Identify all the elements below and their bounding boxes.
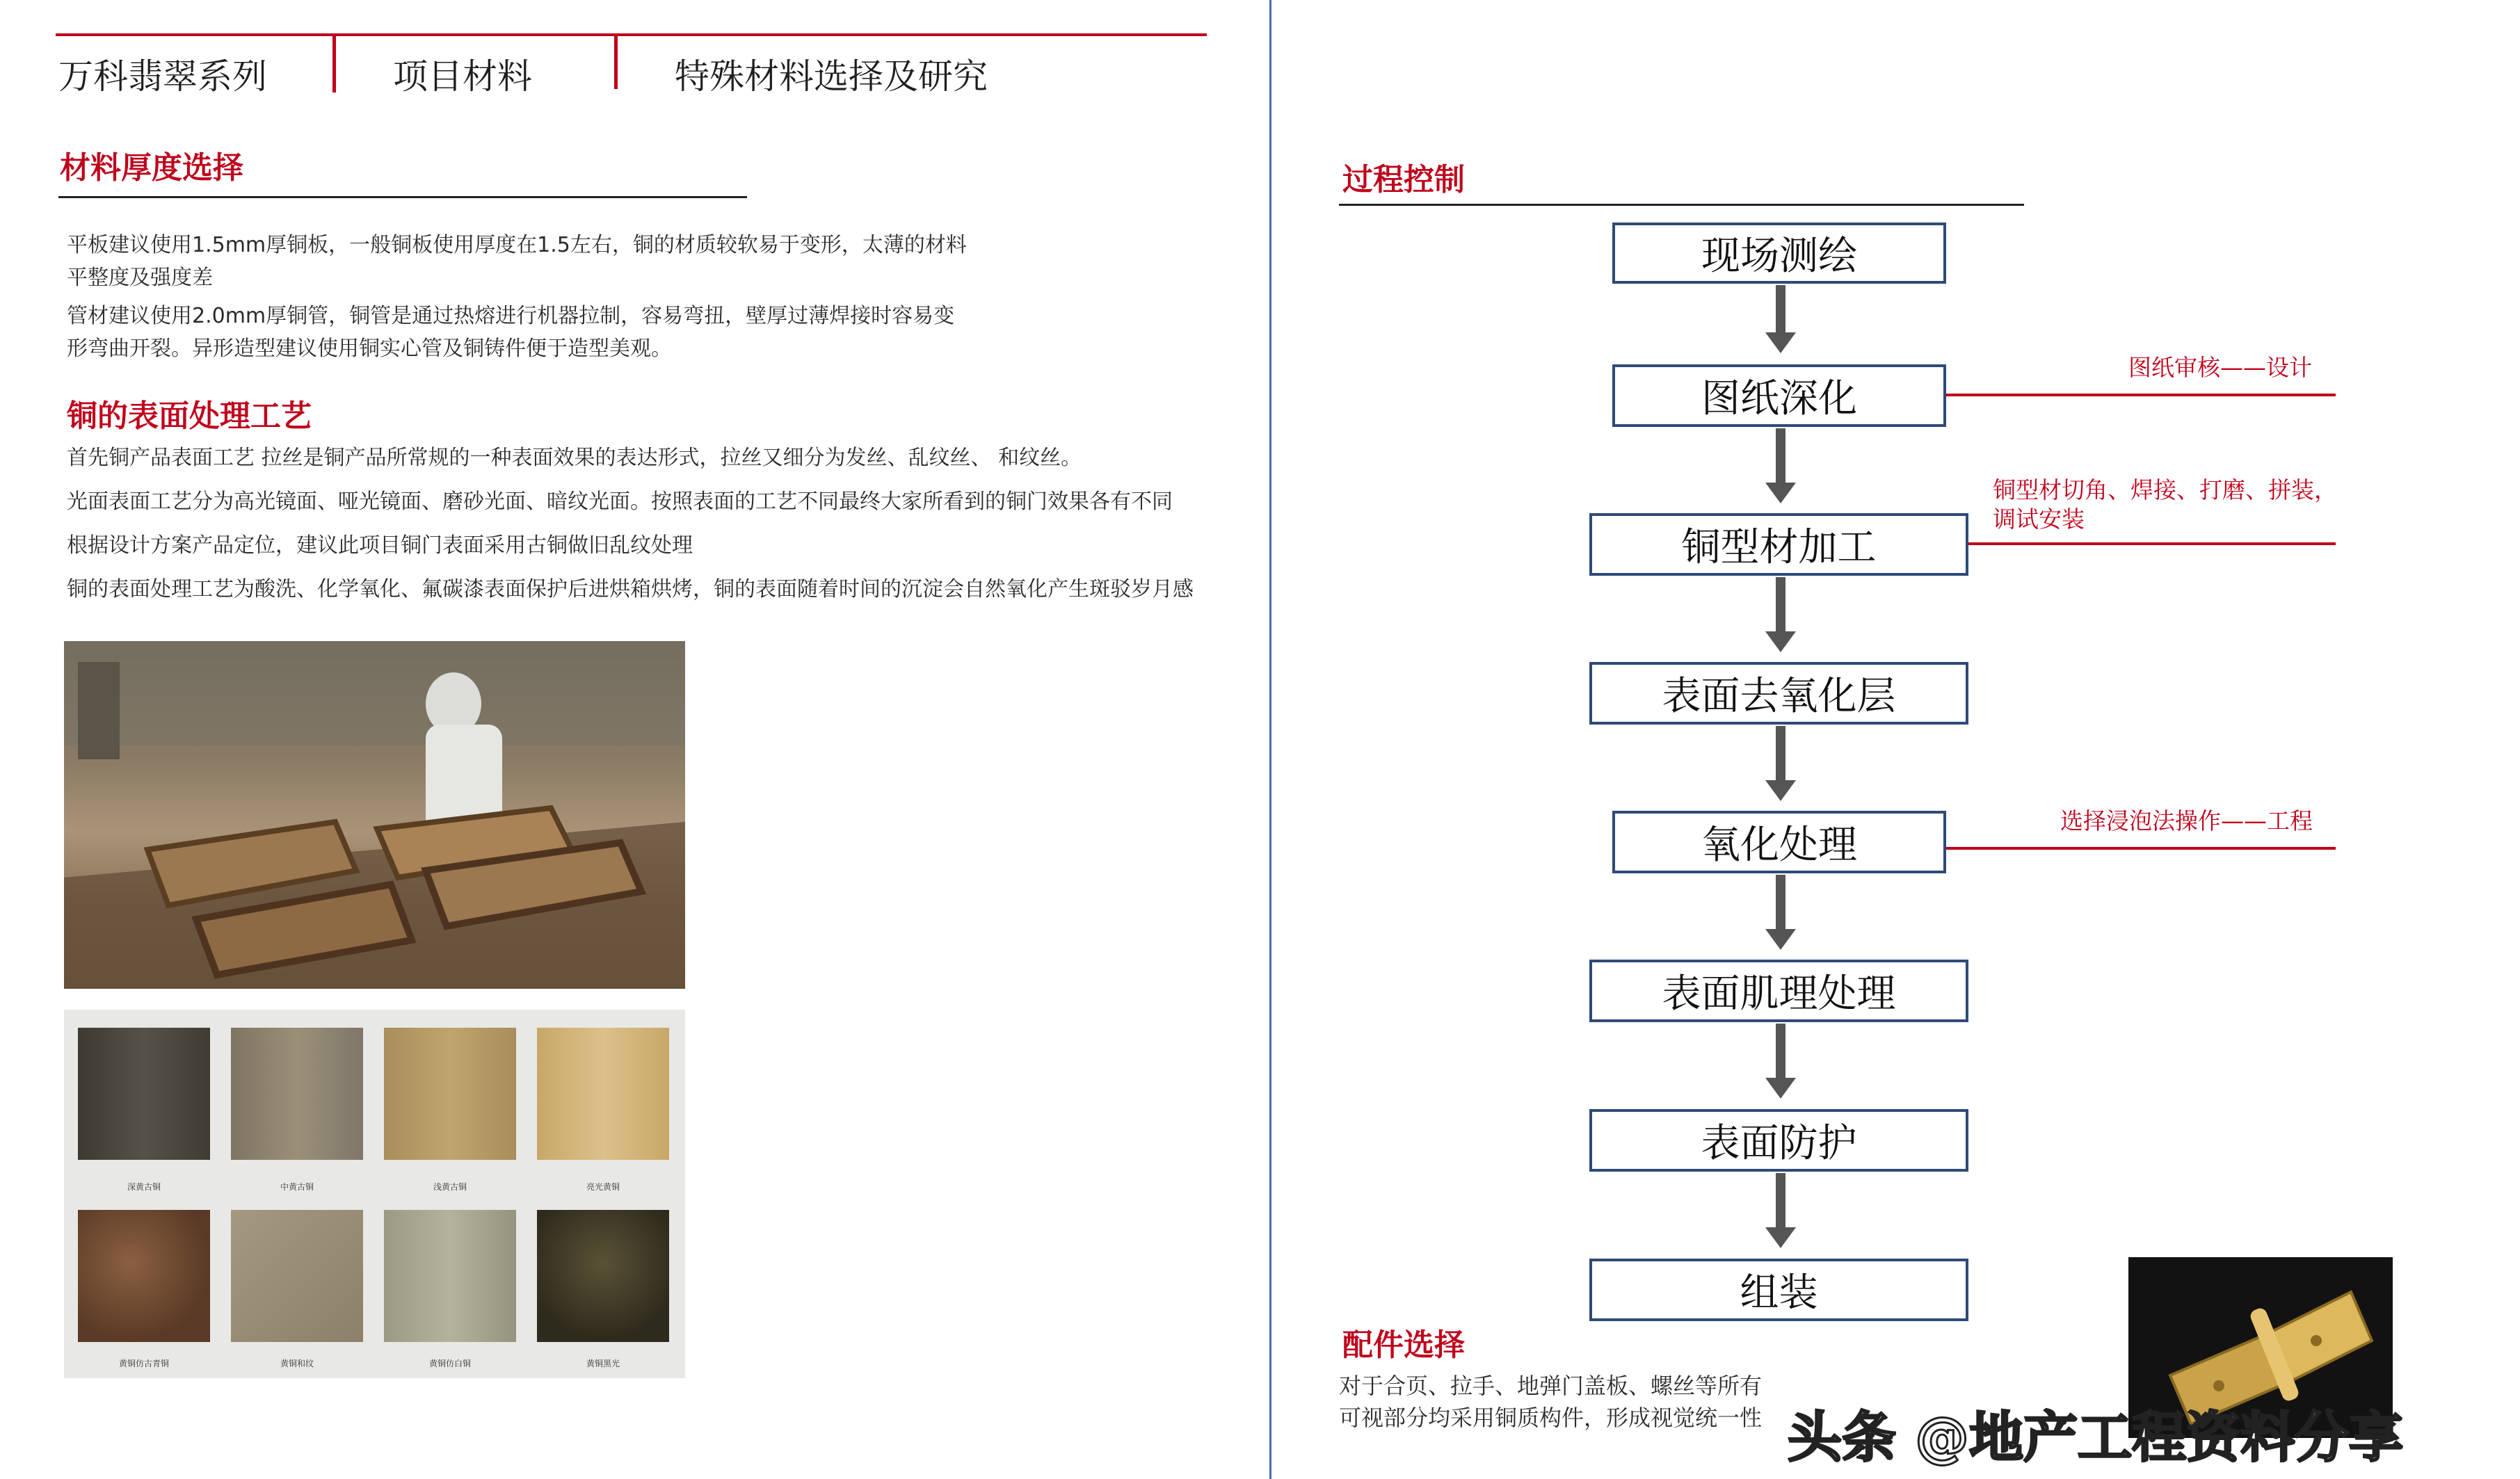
section-title-process: 过程控制 xyxy=(1342,162,1465,197)
flow-arrowhead-7 xyxy=(1765,1227,1796,1248)
section-title-thickness: 材料厚度选择 xyxy=(60,150,243,186)
header-divider-1 xyxy=(332,33,336,92)
swatch-label-4: 亮光黄铜 xyxy=(586,1182,620,1192)
flow-step-7: 表面防护 xyxy=(1589,1109,1968,1172)
swatch-7 xyxy=(384,1210,516,1342)
header-tab-materials: 项目材料 xyxy=(393,56,532,97)
thickness-line-3: 管材建议使用2.0mm厚铜管，铜管是通过热熔进行机器拉制，容易弯扭，壁厚过薄焊接时容易变 xyxy=(67,304,955,328)
flow-arrow-7 xyxy=(1776,1173,1785,1227)
thickness-line-4: 形弯曲开裂。异形造型建议使用铜实心管及铜铸件便于造型美观。 xyxy=(67,337,672,361)
swatch-4 xyxy=(537,1028,669,1160)
annotation-fabrication-2: 调试安装 xyxy=(1993,506,2085,533)
annotation-immersion: 选择浸泡法操作——工程 xyxy=(2060,807,2313,834)
swatch-2 xyxy=(231,1028,363,1160)
header-tab-series: 万科翡翠系列 xyxy=(58,56,267,97)
flow-arrow-6 xyxy=(1776,1024,1785,1078)
flow-arrowhead-4 xyxy=(1765,780,1796,801)
surface-line-4: 铜的表面处理工艺为酸洗、化学氧化、氟碳漆表面保护后进烘箱烘烤，铜的表面随着时间的沉淀会自然氧化产生斑驳岁月感 xyxy=(67,577,1194,601)
section-underline-thickness xyxy=(58,196,747,198)
thickness-line-2: 平整度及强度差 xyxy=(67,266,213,290)
flow-arrow-1 xyxy=(1776,285,1785,332)
header-divider-2 xyxy=(614,33,618,89)
annotation-rule-1 xyxy=(1946,394,2336,396)
flow-arrowhead-2 xyxy=(1765,483,1796,503)
section-underline-process xyxy=(1339,204,2024,206)
swatch-label-8: 黄铜黑光 xyxy=(586,1359,620,1368)
flow-arrow-2 xyxy=(1776,428,1785,483)
header-tab-special: 特殊材料选择及研究 xyxy=(675,56,988,97)
flow-arrow-5 xyxy=(1776,875,1785,929)
accessories-line-1: 对于合页、拉手、地弹门盖板、螺丝等所有 xyxy=(1339,1373,1763,1399)
swatch-8 xyxy=(537,1210,669,1342)
flow-arrow-3 xyxy=(1776,577,1785,631)
annotation-design-review: 图纸审核——设计 xyxy=(2128,354,2312,381)
thickness-line-1: 平板建议使用1.5mm厚铜板，一般铜板使用厚度在1.5左右，铜的材质较软易于变形，太薄的材料 xyxy=(67,233,967,257)
accessories-line-2: 可视部分均采用铜质构件，形成视觉统一性 xyxy=(1339,1405,1763,1431)
flow-step-6: 表面肌理处理 xyxy=(1589,960,1968,1022)
swatch-label-6: 黄铜和纹 xyxy=(280,1359,314,1368)
flow-arrowhead-3 xyxy=(1765,631,1796,652)
swatch-label-3: 浅黄古铜 xyxy=(433,1182,467,1192)
surface-line-2: 光面表面工艺分为高光镜面、哑光镜面、磨砂光面、暗纹光面。按照表面的工艺不同最终大家所看到的铜门效果各有不同 xyxy=(67,490,1173,514)
flow-arrowhead-6 xyxy=(1765,1078,1796,1099)
section-title-accessories: 配件选择 xyxy=(1342,1327,1465,1363)
flow-step-4: 表面去氧化层 xyxy=(1589,662,1968,725)
flow-step-5: 氧化处理 xyxy=(1612,811,1946,873)
flow-step-3: 铜型材加工 xyxy=(1589,513,1968,576)
swatch-5 xyxy=(78,1210,210,1342)
flow-step-8: 组装 xyxy=(1589,1259,1968,1321)
page-divider xyxy=(1269,0,1271,1479)
flow-arrowhead-1 xyxy=(1765,332,1796,353)
header-top-rule xyxy=(56,33,1207,36)
swatch-label-2: 中黄古铜 xyxy=(280,1182,314,1192)
surface-line-1: 首先铜产品表面工艺 拉丝是铜产品所常规的一种表面效果的表达形式，拉丝又细分为发丝、乱纹丝、 和纹丝。 xyxy=(67,446,1082,470)
annotation-fabrication-1: 铜型材切角、焊接、打磨、拼装， xyxy=(1993,476,2337,503)
flow-step-2: 图纸深化 xyxy=(1612,364,1946,427)
workshop-photo xyxy=(64,641,685,989)
section-title-surface: 铜的表面处理工艺 xyxy=(67,398,312,434)
swatch-label-1: 深黄古铜 xyxy=(127,1182,161,1192)
flow-arrowhead-5 xyxy=(1765,929,1796,950)
watermark: 头条 @地产工程资料分享 xyxy=(1788,1407,2404,1469)
flow-step-1: 现场测绘 xyxy=(1612,223,1946,284)
flow-arrow-4 xyxy=(1776,726,1785,780)
swatch-label-7: 黄铜仿白铜 xyxy=(428,1359,471,1368)
swatch-1 xyxy=(78,1028,210,1160)
annotation-rule-2 xyxy=(1968,542,2336,545)
annotation-rule-3 xyxy=(1946,847,2336,850)
swatch-3 xyxy=(384,1028,516,1160)
swatch-label-5: 黄铜仿古青铜 xyxy=(118,1359,169,1368)
swatch-6 xyxy=(231,1210,363,1342)
surface-line-3: 根据设计方案产品定位，建议此项目铜门表面采用古铜做旧乱纹处理 xyxy=(67,533,693,558)
